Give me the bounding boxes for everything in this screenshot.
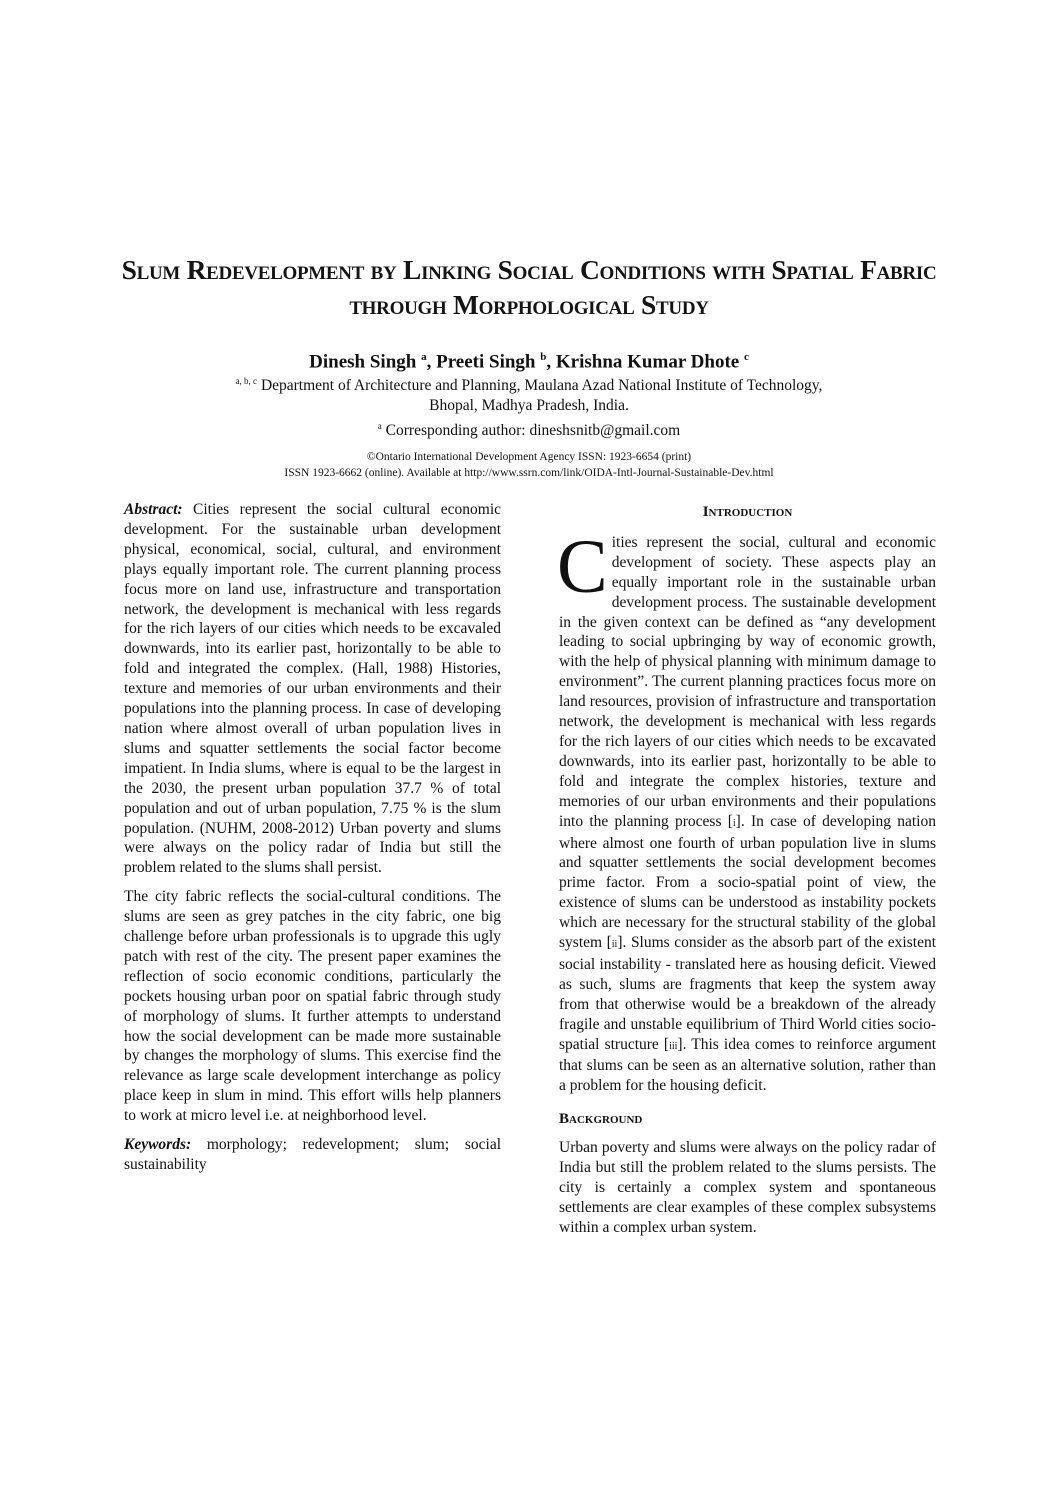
- journal-issn-online: ISSN 1923-6662 (online). Available at http://www.ssrn.com/link/OIDA-Intl-Journal-Sustainable-Dev.html: [284, 467, 774, 479]
- left-column: [124, 500, 501, 1184]
- citation-ref[interactable]: i: [732, 817, 736, 829]
- corresponding-mark: a: [377, 421, 382, 432]
- right-column: [559, 503, 936, 1247]
- corresponding-email: Corresponding author: dineshsnitb@gmail.com: [385, 422, 681, 440]
- background-paragraph: Urban poverty and slums were always on the policy radar of India but still the problem related to the slums persists. The city is certainly a complex system and spontaneous settlements are clear examples of these complex subsystems within a complex urban system.: [559, 1139, 936, 1236]
- citation-ref[interactable]: iii: [669, 1040, 678, 1052]
- citation-ref[interactable]: ii: [611, 939, 618, 951]
- paper-title: Slum Redevelopment by Linking Social Conditions with Spatial Fabric through Morphological Study: [121, 254, 937, 320]
- intro-text: ]. Slums consider as the absorb part of the existent social instability - translated here as housing deficit. Viewed as such, slums are fragments that keep the system away from that otherwise would be a breakdown of the already fragile and unstable equilibrium of Third World cities socio-spatial structure [: [559, 934, 937, 1053]
- author-mark: a: [421, 351, 427, 363]
- affiliation-line: [100, 371, 958, 396]
- introduction-heading: Introduction: [702, 504, 793, 520]
- author-name: Dinesh Singh: [309, 351, 417, 373]
- intro-text: ]. In case of developing nation where almost one fourth of urban population live in slums and squatter settlements the social development becomes prime factor. From a socio-spatial point of view, the existence of slums can be understood as instability pockets which are necessary for the structural stability of the global system [: [559, 812, 936, 952]
- introduction-paragraph: [557, 524, 937, 1096]
- background-heading: Background: [559, 1111, 643, 1128]
- author-mark: b: [540, 351, 547, 363]
- journal-info: [100, 449, 958, 481]
- author-name: Krishna Kumar Dhote: [555, 351, 740, 373]
- affiliation-location: Bhopal, Madhya Pradesh, India.: [429, 397, 629, 415]
- corresponding-author: [100, 416, 958, 441]
- keywords: [124, 1135, 501, 1175]
- journal-issn-print: ©Ontario International Development Agency ISSN: 1923-6654 (print): [366, 451, 692, 463]
- affiliation-marks: a, b, c: [235, 376, 258, 386]
- abstract-label: Abstract:: [124, 501, 183, 518]
- intro-text: ities represent the social, cultural and economic development of society. These aspects play an equally important role in the sustainable urban development process. The sustainable development in the given context can be defined as “any development leading to social upbringing by way of economic growth, with the help of physical planning with minimum damage to environment”. The current planning practices focus more on land resources, provision of infrastructure and transportation network, the development is mechanical with less regards for the rich layers of our cities which needs to be excavated downwards, into its earlier past, horizontally to be able to fold and integrate the complex histories, texture and memories of our urban environments and their populations into the planning process [: [559, 533, 936, 830]
- intro-text: ]. This idea comes to reinforce argument that slums can be seen as an alternative solution, rather than a problem for the housing deficit.: [559, 1035, 936, 1095]
- affiliation: [100, 371, 958, 441]
- affiliation-text: Department of Architecture and Planning, Maulana Azad National Institute of Technology,: [260, 377, 823, 395]
- keywords-text: morphology; redevelopment; slum; social sustainability: [124, 1136, 502, 1173]
- abstract-text: Cities represent the social cultural economic development. For the sustainable urban development physical, economical, social, cultural, and environment plays equally important role. The current planning process focus more on land use, infrastructure and transportation network, the development is mechanical with less regards for the rich layers of our cities which needs to be excavaled downwards, into its earlier past, horizontally to be able to fold and integrated the complex. (Hall, 1988) Histories, texture and memories of our urban environments and their populations into the planning process. In case of developing nation where almost overall of urban population lives in slums and squatter settlements the social factor become impatient. In India slums, where is equal to be the largest in the 2030, the present urban population 37.7 % of total population and out of urban population, 7.75 % is the slum population. (NUHM, 2008-2012) Urban poverty and slums were always on the policy radar of India but still the problem related to the slums shall persist.: [124, 501, 502, 877]
- drop-cap: C: [557, 524, 608, 609]
- abstract-paragraph-2: The city fabric reflects the social-cultural conditions. The slums are seen as grey patches in the city fabric, one big challenge before urban professionals is to upgrade this ugly patch with rest of the city. The present paper examines the reflection of socio economic conditions, particularly the pockets housing urban poor on spatial fabric through study of morphology of slums. It further attempts to understand how the social development can be made more sustainable by changes the morphology of slums. This exercise find the relevance as large scale development interchange as policy place keep in slum in mind. This effort wills help planners to work at micro level i.e. at neighborhood level.: [124, 888, 501, 1125]
- keywords-label: Keywords:: [124, 1136, 192, 1154]
- author-list: Dinesh Singh $^a$, Preeti Singh $^b$, Krishna Kumar Dhote $^c$: [309, 351, 749, 373]
- abstract-paragraph: [124, 500, 501, 878]
- author-name: Preeti Singh: [436, 351, 536, 373]
- author-mark: c: [743, 351, 749, 363]
